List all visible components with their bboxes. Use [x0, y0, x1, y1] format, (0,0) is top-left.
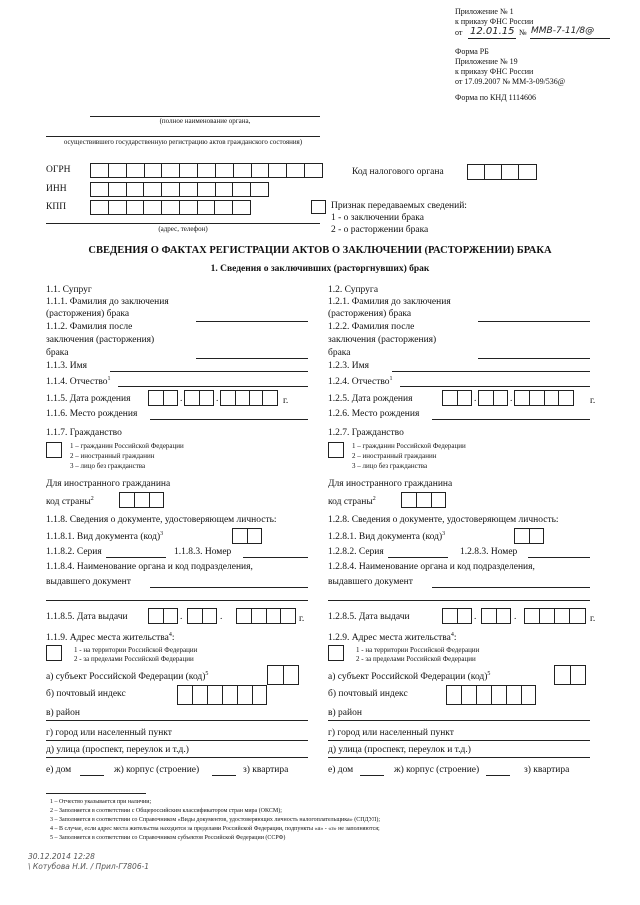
wife-zip-label: б) почтовый индекс	[328, 689, 408, 699]
tax-code-cells[interactable]	[467, 164, 537, 180]
wife-doc-head: 1.2.8. Сведения о документе, удостоверяющем личность:	[328, 515, 559, 525]
husband-head: 1.1. Супруг	[46, 285, 92, 295]
husband-surname-before-2: (расторжения) брака	[46, 309, 130, 319]
husband-doc-number-field[interactable]	[243, 557, 308, 558]
wife-doc-type-cells[interactable]	[514, 528, 544, 544]
wife-head: 1.2. Супруга	[328, 285, 379, 295]
wife-issue-year[interactable]	[524, 608, 586, 624]
sign-label: Признак передаваемых сведений:	[331, 201, 467, 211]
wife-surname-before-field[interactable]	[478, 321, 590, 322]
wife-street-field[interactable]	[328, 757, 590, 758]
husband-street-label: д) улица (проспект, переулок и т.д.)	[46, 745, 189, 755]
husband-address-head: 1.1.9. Адрес места жительства$^4$:	[46, 632, 175, 644]
husband-birth-year[interactable]	[220, 390, 278, 406]
wife-country-cells[interactable]	[401, 492, 446, 508]
wife-doc-issuer-field[interactable]	[432, 587, 590, 588]
husband-citizenship-opt2: 2 – иностранный гражданин	[70, 452, 155, 460]
husband-address-opt2: 2 - за пределами Российской Федерации	[74, 655, 194, 663]
wife-issue-day[interactable]	[442, 608, 472, 624]
form-title: СВЕДЕНИЯ О ФАКТАХ РЕГИСТРАЦИИ АКТОВ О ЗАКЛЮЧЕНИИ (РАСТОРЖЕНИИ) БРАКА	[88, 245, 552, 256]
wife-country-label: код страны$^2$	[328, 496, 376, 508]
annex-19: Приложение № 19	[455, 57, 518, 66]
tax-code-label: Код налогового органа	[352, 167, 444, 177]
wife-street-label: д) улица (проспект, переулок и т.д.)	[328, 745, 471, 755]
knd-code: Форма по КНД 1114606	[455, 93, 537, 102]
husband-doc-issuer: 1.1.8.4. Наименование органа и код подразделения,	[46, 562, 253, 572]
wife-surname-before-2: (расторжения) брака	[328, 309, 412, 319]
wife-district-field[interactable]	[328, 720, 590, 721]
wife-doc-series: 1.2.8.2. Серия	[328, 547, 384, 557]
husband-birth-month[interactable]	[184, 390, 214, 406]
husband-patronymic-field[interactable]	[118, 386, 308, 387]
wife-name: 1.2.3. Имя	[328, 361, 369, 371]
husband-country-cells[interactable]	[119, 492, 164, 508]
wife-name-field[interactable]	[392, 371, 590, 372]
wife-doc-series-field[interactable]	[388, 557, 448, 558]
wife-issue-month[interactable]	[481, 608, 511, 624]
wife-flat-label: з) квартира	[524, 765, 570, 775]
husband-surname-after-2: заключения (расторжения)	[46, 335, 155, 345]
husband-address-box[interactable]	[46, 645, 62, 661]
form-rb: Форма РБ	[455, 47, 489, 56]
husband-doc-type-cells[interactable]	[232, 528, 262, 544]
husband-surname-after: 1.1.2. Фамилия после	[46, 322, 133, 332]
husband-doc-series-field[interactable]	[106, 557, 166, 558]
address-caption: (адрес, телефон)	[158, 225, 208, 233]
husband-address-opt1: 1 - на территории Российской Федерации	[74, 646, 198, 654]
wife-house-label: е) дом	[328, 765, 354, 775]
husband-house-label: е) дом	[46, 765, 72, 775]
husband-surname-before: 1.1.1. Фамилия до заключения	[46, 297, 169, 307]
husband-birth-place-field[interactable]	[150, 419, 308, 420]
wife-district-label: в) район	[328, 708, 362, 718]
husband-issue-year[interactable]	[236, 608, 296, 624]
wife-citizenship-opt2: 2 – иностранный гражданин	[352, 452, 437, 460]
wife-doc-issuer-2: выдавшего документ	[328, 577, 413, 587]
husband-birth-place: 1.1.6. Место рождения	[46, 409, 138, 419]
husband-year-suffix: г.	[283, 396, 289, 406]
wife-region-cells[interactable]	[554, 665, 586, 685]
footnote-5: 5 – Заполняется в соответствии со Справочником субъектов Российской Федерации (ССРФ)	[50, 835, 286, 841]
wife-year-suffix: г.	[590, 396, 596, 406]
husband-citizenship-opt3: 3 – лицо без гражданства	[70, 462, 146, 470]
ogrn-label: ОГРН	[46, 165, 71, 175]
registrar-caption: осуществившего государственную регистрацию актов гражданского состояния)	[63, 138, 303, 146]
wife-doc-issuer: 1.2.8.4. Наименование органа и код подразделения,	[328, 562, 535, 572]
footnote-4: 4 – В случае, если адрес места жительства находится за пределами Российской Федерации, подпункты «а» - «з» не заполняются;	[50, 826, 380, 832]
wife-issue-year-suffix: г.	[590, 614, 596, 624]
sign-option-1: 1 - о заключении брака	[331, 213, 424, 223]
wife-citizenship-opt3: 3 – лицо без гражданства	[352, 462, 428, 470]
wife-house-field[interactable]	[360, 775, 384, 776]
wife-doc-issuer-field-2[interactable]	[328, 600, 590, 601]
section-title: 1. Сведения о заключивших (расторгнувших) брак	[210, 264, 430, 274]
wife-zip-cells[interactable]	[446, 685, 536, 705]
husband-birth-date: 1.1.5. Дата рождения	[46, 394, 131, 404]
husband-citizenship-box[interactable]	[46, 442, 62, 458]
wife-surname-after-field[interactable]	[478, 358, 590, 359]
husband-doc-number: 1.1.8.3. Номер	[174, 547, 232, 557]
wife-building-label: ж) корпус (строение)	[394, 765, 480, 775]
wife-birth-month[interactable]	[478, 390, 508, 406]
wife-birth-place-field[interactable]	[432, 419, 590, 420]
husband-foreign-label: Для иностранного гражданина	[46, 479, 171, 489]
wife-foreign-label: Для иностранного гражданина	[328, 479, 453, 489]
husband-surname-after-3: брака	[46, 348, 69, 358]
handwritten-date: 12.01.15	[470, 26, 515, 37]
husband-issue-month[interactable]	[187, 608, 217, 624]
wife-birth-day[interactable]	[442, 390, 472, 406]
footnote-1: 1 – Отчество указывается при наличии;	[50, 799, 152, 805]
footnote-3: 3 – Заполняется в соответствии со Справочником «Виды документов, удостоверяющих личность налогоплательщика» (СПДУЛ);	[50, 817, 381, 823]
wife-surname-after: 1.2.2. Фамилия после	[328, 322, 415, 332]
wife-doc-type: 1.2.8.1. Вид документа (код)$^3$	[328, 531, 446, 543]
husband-district-field[interactable]	[46, 720, 308, 721]
husband-region-cells[interactable]	[267, 665, 299, 685]
wife-doc-issue-date: 1.2.8.5. Дата выдачи	[328, 612, 410, 622]
husband-surname-before-field[interactable]	[196, 321, 308, 322]
husband-doc-issuer-field[interactable]	[150, 587, 308, 588]
husband-city-field[interactable]	[46, 740, 308, 741]
husband-zip-cells[interactable]	[177, 685, 267, 705]
husband-doc-issue-date: 1.1.8.5. Дата выдачи	[46, 612, 128, 622]
husband-issue-year-suffix: г.	[299, 614, 305, 624]
wife-address-box[interactable]	[328, 645, 344, 661]
order-number-sign: №	[519, 28, 527, 37]
husband-doc-issuer-field-2[interactable]	[46, 600, 308, 601]
husband-issue-day[interactable]	[148, 608, 178, 624]
husband-building-field[interactable]	[212, 775, 236, 776]
husband-doc-head: 1.1.8. Сведения о документе, удостоверяющем личность:	[46, 515, 277, 525]
org-name-caption: (полное наименование органа,	[159, 117, 251, 125]
husband-zip-label: б) почтовый индекс	[46, 689, 126, 699]
sign-option-2: 2 - о расторжении брака	[331, 225, 429, 235]
inn-label: ИНН	[46, 184, 67, 194]
husband-street-field[interactable]	[46, 757, 308, 758]
wife-citizenship-opt1: 1 – гражданин Российской Федерации	[352, 442, 466, 450]
husband-birth-day[interactable]	[148, 390, 178, 406]
kpp-label: КПП	[46, 202, 67, 212]
husband-surname-after-field[interactable]	[196, 358, 308, 359]
annex-number: Приложение № 1	[455, 7, 514, 16]
wife-address-opt2: 2 - за пределами Российской Федерации	[356, 655, 476, 663]
inn-cells[interactable]	[90, 182, 269, 197]
husband-city-label: г) город или населенный пункт	[46, 728, 172, 738]
husband-country-label: код страны$^2$	[46, 496, 94, 508]
wife-city-field[interactable]	[328, 740, 590, 741]
wife-building-field[interactable]	[486, 775, 510, 776]
print-date: 30.12.2014 12:28	[28, 852, 95, 861]
print-doc-ref: \ Котубова Н.И. / Прил-Г7806-1	[28, 862, 150, 871]
ogrn-cells[interactable]	[90, 163, 323, 178]
wife-citizenship-box[interactable]	[328, 442, 344, 458]
wife-birth-year[interactable]	[514, 390, 574, 406]
husband-patronymic: 1.1.4. Отчество$^1$	[46, 376, 111, 388]
wife-region-label: а) субъект Российской Федерации (код)$^5$	[328, 671, 491, 683]
husband-doc-type: 1.1.8.1. Вид документа (код)$^3$	[46, 531, 164, 543]
husband-building-label: ж) корпус (строение)	[114, 765, 200, 775]
wife-patronymic-field[interactable]	[400, 386, 590, 387]
husband-house-field[interactable]	[80, 775, 104, 776]
handwritten-number: ММВ-7-11/8@	[531, 26, 595, 36]
wife-doc-number-field[interactable]	[528, 557, 590, 558]
wife-patronymic: 1.2.4. Отчество$^1$	[328, 376, 393, 388]
husband-flat-label: з) квартира	[243, 765, 289, 775]
husband-region-label: а) субъект Российской Федерации (код)$^5$	[46, 671, 209, 683]
husband-name-field[interactable]	[110, 371, 308, 372]
wife-address-head: 1.2.9. Адрес места жительства$^4$:	[328, 632, 457, 644]
order-from-label: от	[455, 28, 463, 37]
wife-city-label: г) город или населенный пункт	[328, 728, 454, 738]
husband-citizenship-opt1: 1 – гражданин Российской Федерации	[70, 442, 184, 450]
annex-order: к приказу ФНС России	[455, 17, 534, 26]
wife-doc-number: 1.2.8.3. Номер	[460, 547, 518, 557]
wife-birth-date: 1.2.5. Дата рождения	[328, 394, 413, 404]
husband-citizenship: 1.1.7. Гражданство	[46, 428, 122, 438]
husband-doc-series: 1.1.8.2. Серия	[46, 547, 102, 557]
kpp-cells[interactable]	[90, 200, 251, 215]
wife-citizenship: 1.2.7. Гражданство	[328, 428, 404, 438]
husband-name: 1.1.3. Имя	[46, 361, 87, 371]
sign-code-box[interactable]	[311, 200, 326, 214]
husband-district-label: в) район	[46, 708, 80, 718]
annex-19-order: к приказу ФНС России	[455, 67, 534, 76]
order-reference: от 17.09.2007 № ММ-3-09/536@	[455, 77, 566, 86]
footnote-2: 2 – Заполняется в соответствии с Общероссийским классификатором стран мира (ОКСМ);	[50, 808, 282, 814]
wife-address-opt1: 1 - на территории Российской Федерации	[356, 646, 480, 654]
wife-surname-after-3: брака	[328, 348, 351, 358]
husband-doc-issuer-2: выдавшего документ	[46, 577, 131, 587]
wife-surname-after-2: заключения (расторжения)	[328, 335, 437, 345]
wife-surname-before: 1.2.1. Фамилия до заключения	[328, 297, 451, 307]
wife-birth-place: 1.2.6. Место рождения	[328, 409, 420, 419]
